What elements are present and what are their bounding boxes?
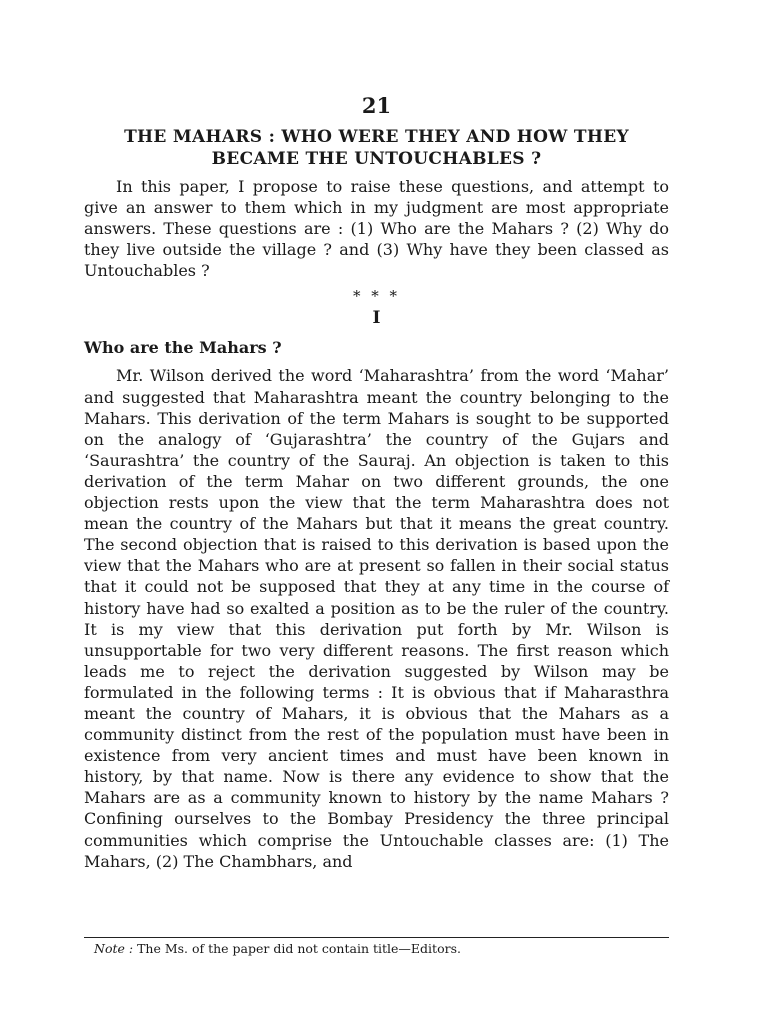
body-paragraph: Mr. Wilson derived the word ‘Maharashtra’ from the word ‘Mahar’ and suggested that Maharashtra meant the country belonging to the Mahars. This derivation of the term Mahars is sought to be supported on the analogy of ‘Gujarashtra’ the country of the Gujars and ‘Saurashtra’ the country of the Sauraj. An objection is taken to this derivation of the term Mahar on two different grounds, the one objection rests upon the view that the term Maharashtra does not mean the country of the Mahars but that it means the great country. The second objection that is raised to this derivation is based upon the view that the Mahars who are at present so fallen in their social status that it could not be supposed that they at any time in the course of history have had so exalted a position as to be the ruler of the country. It is my view that this derivation put forth by Mr. Wilson is unsupportable for two very different reasons. The first reason which leads me to reject the derivation suggested by Wilson may be formulated in the following terms : It is obvious that if Maharasthra meant the country of Mahars, it is obvious that the Mahars as a community distinct from the rest of the population must have been in existence from very ancient times and must have been known in history, by that name. Now is there any evidence to show that the Mahars are as a community known to history by the name Mahars ? Confining ourselves to the Bombay Presidency the three principal communities which comprise the Untouchable classes are: (1) The Mahars, (2) The Chambhars, and <box>84 366 669 871</box>
page-body <box>84 92 669 872</box>
section-separator: * * * <box>352 287 401 306</box>
footnote <box>94 941 669 957</box>
footnote-divider <box>84 937 669 938</box>
footnote-label: Note : <box>94 941 134 956</box>
chapter-number: 21 <box>361 93 392 118</box>
section-numeral: I <box>372 308 381 329</box>
footnote-text: The Ms. of the paper did not contain title—Editors. <box>137 941 461 956</box>
intro-paragraph: In this paper, I propose to raise these questions, and attempt to give an answer to them which in my judgment are most appropriate answers. These questions are : (1) Who are the Mahars ? (2) Why do they live outside the village ? and (3) Why have they been classed as Untouchables ? <box>84 177 669 281</box>
section-heading: Who are the Mahars ? <box>84 338 282 358</box>
chapter-title: THE MAHARS : WHO WERE THEY AND HOW THEY BECAME THE UNTOUCHABLES ? <box>124 127 629 169</box>
